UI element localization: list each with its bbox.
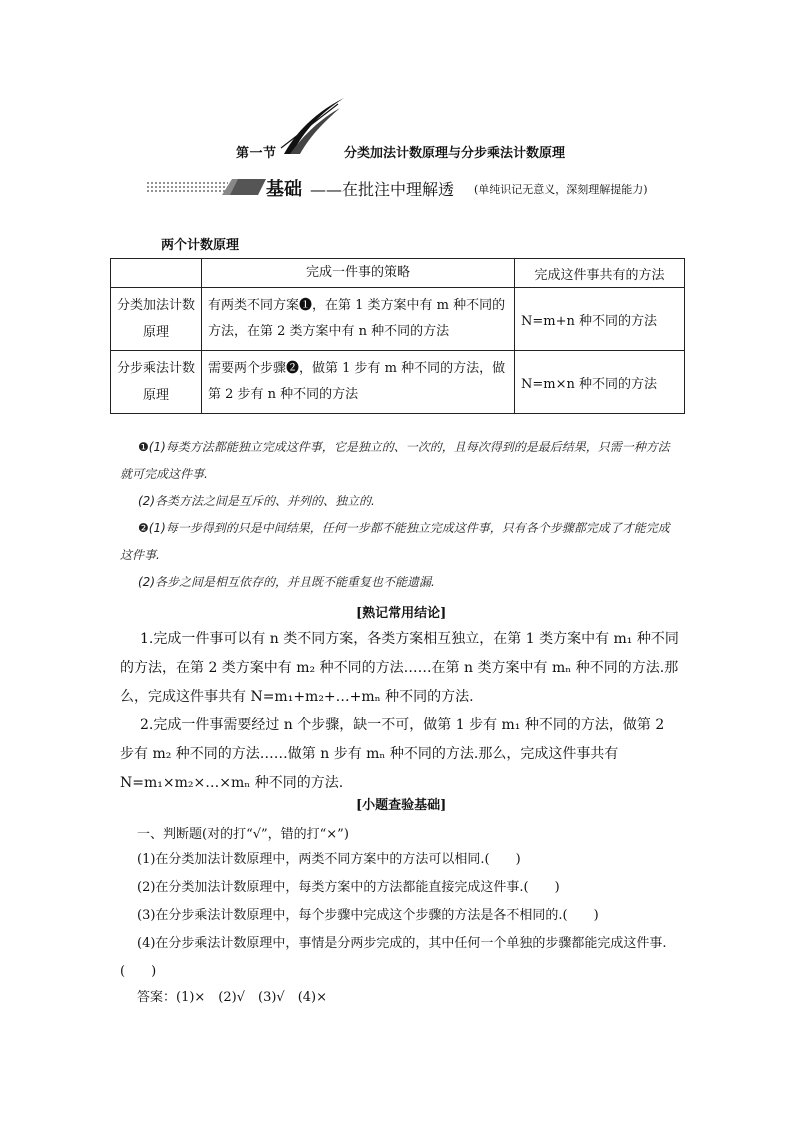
quiz-item: (4)在分步乘法计数原理中，事情是分两步完成的，其中任何一个单独的步骤都能完成这件事.( ) [120,936,667,979]
row-strategy-cell: 有两类不同方案❶，在第 1 类方案中有 m 种不同的方法，在第 2 类方案中有 n 种不同的方法 [202,288,515,351]
conclusion-item: 2.完成一件事需要经过 n 个步骤，缺一不可，做第 1 步有 m₁ 种不同的方法，做第 2 步有 m₂ 种不同的方法……做第 n 步有 mₙ 种不同的方法.那么，完成这件事共有 N=m₁×m₂×…×mₙ 种不同的方法. [120,717,665,791]
row-method-cell: N=m×n 种不同的方法 [515,351,685,414]
row-method-cell: N=m+n 种不同的方法 [515,288,685,351]
banner-dots [146,181,228,193]
section-label: 第一节 [236,146,277,161]
table-row [111,351,685,414]
annotation-note: (2)各步之间是相互依存的，并且既不能重复也不能遗漏. [138,575,435,589]
annotation-note: ❷(1)每一步得到的只是中间结果，任何一步都不能独立完成这件事，只有各个步骤都完成了才能完成这件事. [120,521,670,562]
banner-note: (单纯识记无意义，深刻理解提能力) [474,183,648,196]
annotation-note: (2)各类方法之间是互斥的、并列的、独立的. [138,494,375,508]
chapter-title: 分类加法计数原理与分步乘法计数原理 [344,146,566,161]
annotation-note: ❶(1)每类方法都能独立完成这件事，它是独立的、一次的，且每次得到的是最后结果，只需一种方法就可完成这件事. [120,440,670,481]
banner-sub: ——在批注中理解透 [310,180,455,199]
row-name-cell: 分步乘法计数原理 [111,351,202,414]
quiz-heading: [小题查验基础] [356,798,447,813]
principles-table [110,258,685,414]
swoosh-icon [278,96,348,156]
banner-main: 基础 [266,179,302,200]
row-strategy-cell: 需要两个步骤❷，做第 1 步有 m 种不同的方法，做第 2 步有 n 种不同的方法 [202,351,515,414]
banner-slant-icon [222,179,266,195]
quiz-item: (2)在分类加法计数原理中，每类方案中的方法都能直接完成这件事.( ) [137,880,560,895]
quiz-item: (1)在分类加法计数原理中，两类不同方案中的方法可以相同.( ) [137,852,521,867]
quiz-item: (3)在分步乘法计数原理中，每个步骤中完成这个步骤的方法是各不相同的.( ) [137,908,599,923]
quiz-answer: 答案：(1)× (2)√ (3)√ (4)× [137,990,328,1005]
row-name-cell: 分类加法计数原理 [111,288,202,351]
table-header-row [111,259,685,288]
conclusions-heading: [熟记常用结论] [356,606,447,621]
quiz-intro: 一、判断题(对的打“√”，错的打“×”) [137,827,349,842]
table-header-cell [111,259,202,288]
table-header-cell: 完成一件事的策略 [202,259,515,288]
section-title: 两个计数原理 [161,238,240,253]
table-header-cell: 完成这件事共有的方法 [515,259,685,288]
table-row [111,288,685,351]
conclusion-item: 1.完成一件事可以有 n 类不同方案，各类方案相互独立，在第 1 类方案中有 m₁ 种不同的方法，在第 2 类方案中有 m₂ 种不同的方法……在第 n 类方案中有 mₙ 种不同的方法.那么，完成这件事共有 N=m₁+m₂+…+mₙ 种不同的方法. [120,631,679,705]
